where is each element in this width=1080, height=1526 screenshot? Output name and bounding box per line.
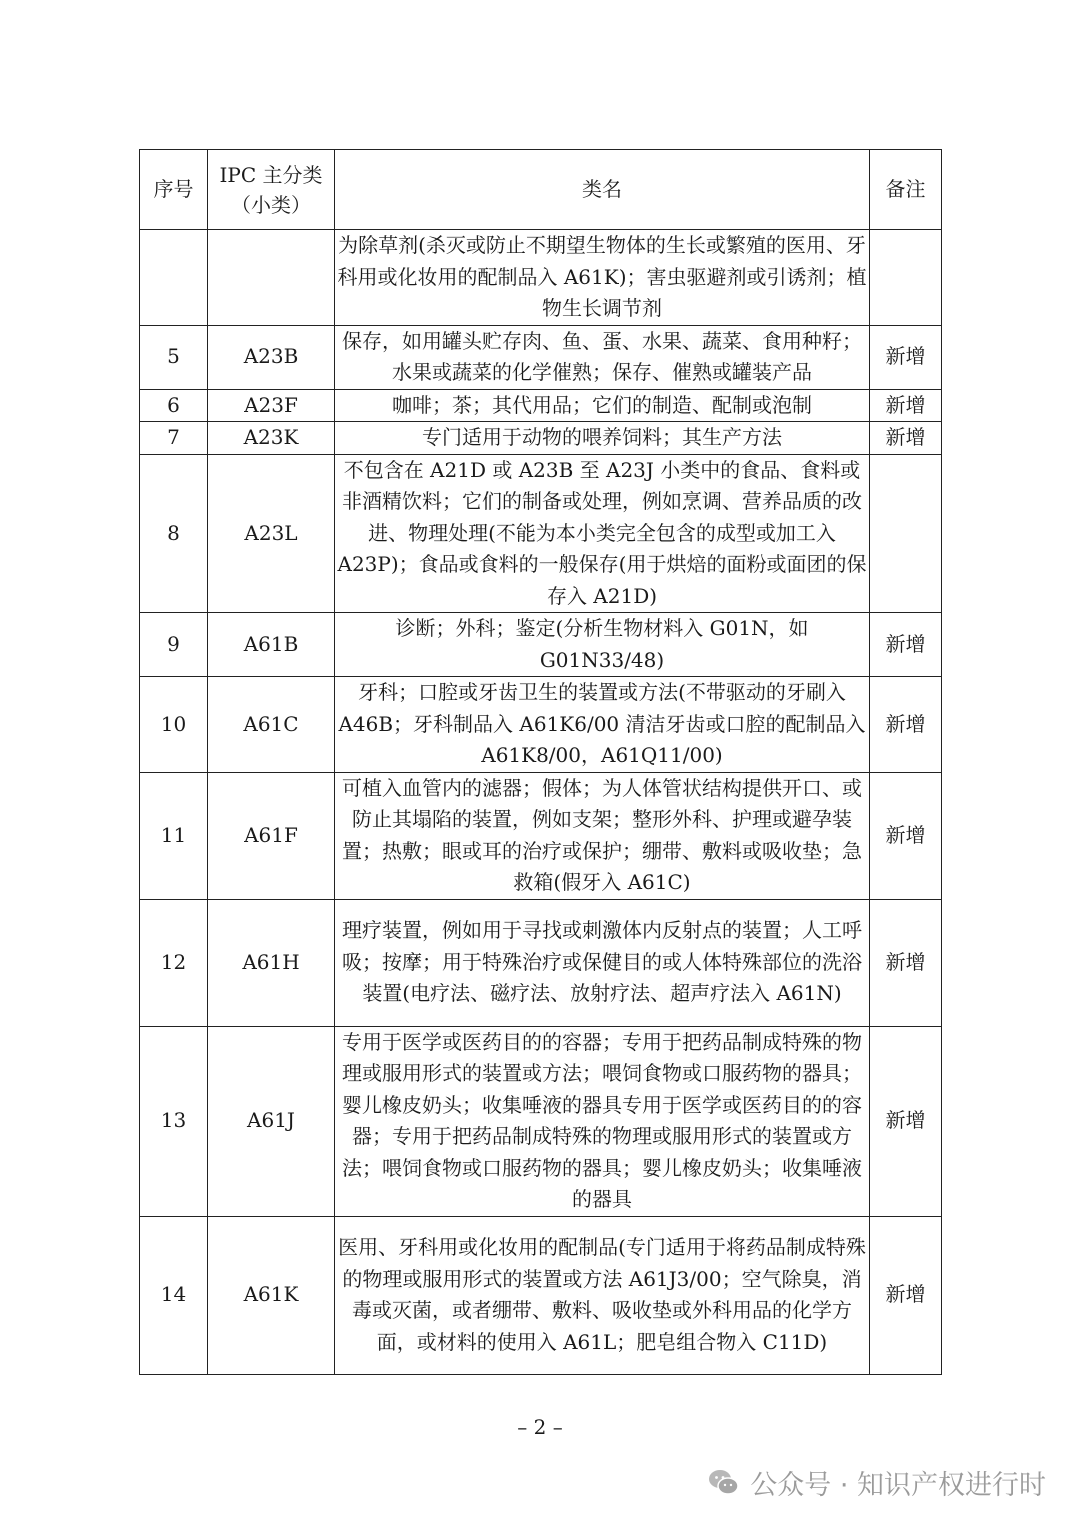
cell-no: 8 bbox=[140, 454, 208, 613]
cell-name: 为除草剂(杀灭或防止不期望生物体的生长或繁殖的医用、牙科用或化妆用的配制品入 A61K)；害虫驱避剂或引诱剂；植物生长调节剂 bbox=[335, 230, 870, 326]
table-row bbox=[140, 454, 942, 613]
cell-remark: 新增 bbox=[870, 325, 942, 389]
cell-no: 12 bbox=[140, 899, 208, 1026]
cell-remark bbox=[870, 454, 942, 613]
cell-remark: 新增 bbox=[870, 1216, 942, 1374]
cell-remark: 新增 bbox=[870, 389, 942, 422]
cell-ipc bbox=[208, 230, 335, 326]
cell-name: 专用于医学或医药目的的容器；专用于把药品制成特殊的物理或服用形式的装置或方法；喂饲食物或口服药物的器具；婴儿橡皮奶头；收集唾液的器具专用于医学或医药目的的容器；专用于把药品制成特殊的物理或服用形式的装置或方法；喂饲食物或口服药物的器具；婴儿橡皮奶头；收集唾液的器具 bbox=[335, 1026, 870, 1216]
cell-name: 可植入血管内的滤器；假体；为人体管状结构提供开口、或防止其塌陷的装置，例如支架；整形外科、护理或避孕装置；热敷；眼或耳的治疗或保护；绷带、敷料或吸收垫；急救箱(假牙入 A61C) bbox=[335, 772, 870, 899]
ipc-classification-table bbox=[139, 149, 942, 1375]
page-number: – 2 – bbox=[517, 1415, 563, 1439]
table-row bbox=[140, 677, 942, 773]
table-row bbox=[140, 325, 942, 389]
cell-ipc: A61F bbox=[208, 772, 335, 899]
cell-name: 诊断；外科；鉴定(分析生物材料入 G01N，如 G01N33/48) bbox=[335, 613, 870, 677]
table-row bbox=[140, 1216, 942, 1374]
table-row bbox=[140, 389, 942, 422]
cell-name: 专门适用于动物的喂养饲料；其生产方法 bbox=[335, 422, 870, 455]
cell-no: 5 bbox=[140, 325, 208, 389]
header-no: 序号 bbox=[140, 150, 208, 230]
cell-no: 13 bbox=[140, 1026, 208, 1216]
cell-ipc: A23B bbox=[208, 325, 335, 389]
cell-name: 理疗装置，例如用于寻找或刺激体内反射点的装置；人工呼吸；按摩；用于特殊治疗或保健目的或人体特殊部位的洗浴装置(电疗法、磁疗法、放射疗法、超声疗法入 A61N) bbox=[335, 899, 870, 1026]
cell-remark bbox=[870, 230, 942, 326]
cell-remark: 新增 bbox=[870, 613, 942, 677]
cell-name: 不包含在 A21D 或 A23B 至 A23J 小类中的食品、食料或非酒精饮料；它们的制备或处理，例如烹调、营养品质的改进、物理处理(不能为本小类完全包含的成型或加工入 A23P)；食品或食料的一般保存(用于烘焙的面粉或面团的保存入 A21D) bbox=[335, 454, 870, 613]
table-row bbox=[140, 899, 942, 1026]
wechat-icon bbox=[706, 1465, 740, 1499]
header-ipc-line2: （小类） bbox=[231, 192, 311, 217]
table-row bbox=[140, 422, 942, 455]
header-ipc-line1: IPC 主分类 bbox=[219, 162, 323, 187]
table-row bbox=[140, 772, 942, 899]
watermark bbox=[706, 1460, 1046, 1504]
cell-remark: 新增 bbox=[870, 677, 942, 773]
cell-no: 10 bbox=[140, 677, 208, 773]
cell-no: 11 bbox=[140, 772, 208, 899]
cell-ipc: A23F bbox=[208, 389, 335, 422]
table-row bbox=[140, 613, 942, 677]
header-ipc bbox=[208, 150, 335, 230]
header-remark: 备注 bbox=[870, 150, 942, 230]
cell-name: 保存，如用罐头贮存肉、鱼、蛋、水果、蔬菜、食用种籽；水果或蔬菜的化学催熟；保存、催熟或罐装产品 bbox=[335, 325, 870, 389]
table-header-row bbox=[140, 150, 942, 230]
cell-name: 医用、牙科用或化妆用的配制品(专门适用于将药品制成特殊的物理或服用形式的装置或方法 A61J3/00；空气除臭，消毒或灭菌，或者绷带、敷料、吸收垫或外科用品的化学方面，或材料的使用入 A61L；肥皂组合物入 C11D) bbox=[335, 1216, 870, 1374]
table-row bbox=[140, 230, 942, 326]
cell-ipc: A61C bbox=[208, 677, 335, 773]
cell-ipc: A23K bbox=[208, 422, 335, 455]
cell-name: 牙科；口腔或牙齿卫生的装置或方法(不带驱动的牙刷入 A46B；牙科制品入 A61K6/00 清洁牙齿或口腔的配制品入 A61K8/00，A61Q11/00) bbox=[335, 677, 870, 773]
cell-no: 14 bbox=[140, 1216, 208, 1374]
cell-remark: 新增 bbox=[870, 1026, 942, 1216]
cell-ipc: A61J bbox=[208, 1026, 335, 1216]
cell-remark: 新增 bbox=[870, 772, 942, 899]
cell-ipc: A61B bbox=[208, 613, 335, 677]
cell-name: 咖啡；茶；其代用品；它们的制造、配制或泡制 bbox=[335, 389, 870, 422]
watermark-text: 公众号 · 知识产权进行时 bbox=[750, 1469, 1046, 1501]
table-row bbox=[140, 1026, 942, 1216]
cell-ipc: A23L bbox=[208, 454, 335, 613]
header-name: 类名 bbox=[335, 150, 870, 230]
cell-remark: 新增 bbox=[870, 422, 942, 455]
cell-no: 9 bbox=[140, 613, 208, 677]
cell-ipc: A61K bbox=[208, 1216, 335, 1374]
cell-ipc: A61H bbox=[208, 899, 335, 1026]
cell-no: 7 bbox=[140, 422, 208, 455]
cell-no: 6 bbox=[140, 389, 208, 422]
cell-remark: 新增 bbox=[870, 899, 942, 1026]
cell-no bbox=[140, 230, 208, 326]
